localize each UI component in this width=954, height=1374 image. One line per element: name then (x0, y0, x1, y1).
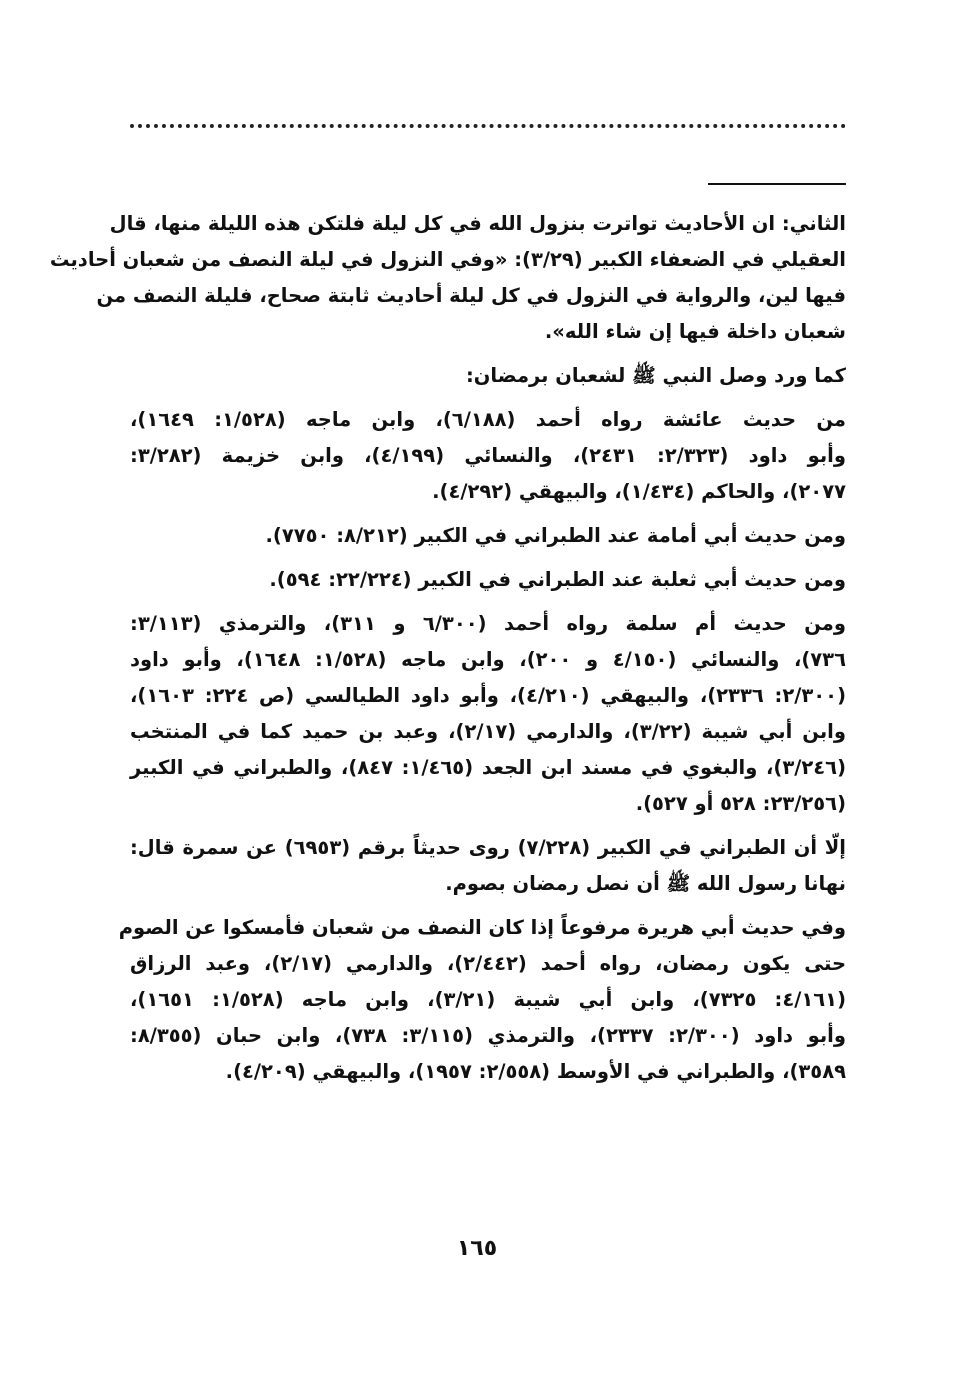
text-line: (٢٣/٢٥٦: ٥٢٨ أو ٥٢٧). (635, 792, 846, 815)
text-line: ومن حديث أم سلمة رواه أحمد (٦/٣٠٠ و ٣١١)، والترمذي (٣/١١٣: (130, 612, 846, 635)
paragraph-abu-thalaba-hadith (130, 562, 846, 598)
text-line: وأبو داود (٢/٣٢٣: ٢٤٣١)، والنسائي (٤/١٩٩)، وابن خزيمة (٣/٢٨٢: (130, 444, 846, 467)
text-line: ٧٣٦)، والنسائي (٤/١٥٠ و ٢٠٠)، وابن ماجه (١/٥٢٨: ١٦٤٨)، وأبو داود (130, 648, 846, 671)
text-line: من حديث عائشة رواه أحمد (٦/١٨٨)، وابن ماجه (١/٥٢٨: ١٦٤٩)، (130, 408, 846, 431)
text-line: إلّا أن الطبراني في الكبير (٧/٢٢٨) روى حديثاً برقم (٦٩٥٣) عن سمرة قال: (130, 836, 846, 859)
body-text (49, 206, 847, 1098)
text-line: حتى يكون رمضان، رواه أحمد (٢/٤٤٢)، والدارمي (٢/١٧)، وعبد الرزاق (130, 952, 846, 975)
paragraph-umm-salama-hadith (130, 606, 846, 822)
text-line: ٢٠٧٧)، والحاكم (١/٤٣٤)، والبيهقي (٤/٢٩٢). (432, 480, 846, 503)
text-line: الثاني: ان الأحاديث تواترت بنزول الله في كل ليلة فلتكن هذه الليلة منها، قال (109, 212, 846, 235)
section-rule (708, 183, 846, 185)
text-line: وأبو داود (٢/٣٠٠: ٢٣٣٧)، والترمذي (٣/١١٥: ٧٣٨)، وابن حبان (٨/٣٥٥: (130, 1024, 846, 1047)
text-line: وفي حديث أبي هريرة مرفوعاً إذا كان النصف من شعبان فأمسكوا عن الصوم (118, 916, 846, 939)
paragraph-abu-huraira-hadith (118, 910, 847, 1090)
text-line: نهانا رسول الله ﷺ أن نصل رمضان بصوم. (445, 872, 846, 895)
text-line: (٢/٣٠٠: ٢٣٣٦)، والبيهقي (٤/٢١٠)، وأبو داود الطيالسي (ص ٢٢٤: ١٦٠٣)، (130, 684, 846, 707)
paragraph-second-argument (49, 206, 846, 350)
paragraph-connecting-shaban (130, 358, 846, 394)
text-line: شعبان داخلة فيها إن شاء الله». (544, 320, 846, 343)
text-line: ٣٥٨٩)، والطبراني في الأوسط (٢/٥٥٨: ١٩٥٧)، والبيهقي (٤/٢٠٩). (225, 1060, 846, 1083)
text-line: وابن أبي شيبة (٣/٢٢)، والدارمي (٢/١٧)، وعبد بن حميد كما في المنتخب (130, 720, 846, 743)
text-line: (٤/١٦١: ٧٣٢٥)، وابن أبي شيبة (٣/٢١)، وابن ماجه (١/٥٢٨: ١٦٥١)، (130, 988, 847, 1011)
paragraph-aisha-hadith (130, 402, 846, 510)
paragraph-abu-umama-hadith (130, 518, 846, 554)
page-number: ١٦٥ (456, 1236, 498, 1261)
text-line: فيها لين، والرواية في النزول في كل ليلة أحاديث ثابتة صحاح، فليلة النصف من (96, 284, 846, 307)
text-line: العقيلي في الضعفاء الكبير (٣/٢٩): «وفي النزول في ليلة النصف من شعبان أحاديث (49, 248, 846, 271)
dotted-separator (130, 124, 846, 128)
text-line: كما ورد وصل النبي ﷺ لشعبان برمضان: (465, 364, 846, 387)
text-line: ومن حديث أبي ثعلبة عند الطبراني في الكبير (٢٢/٢٢٤: ٥٩٤). (269, 568, 846, 591)
paragraph-samura-hadith (130, 830, 846, 902)
text-line: ومن حديث أبي أمامة عند الطبراني في الكبير (٨/٢١٢: ٧٧٥٠). (265, 524, 846, 547)
text-line: (٣/٢٤٦)، والبغوي في مسند ابن الجعد (١/٤٦٥: ٨٤٧)، والطبراني في الكبير (130, 756, 846, 779)
